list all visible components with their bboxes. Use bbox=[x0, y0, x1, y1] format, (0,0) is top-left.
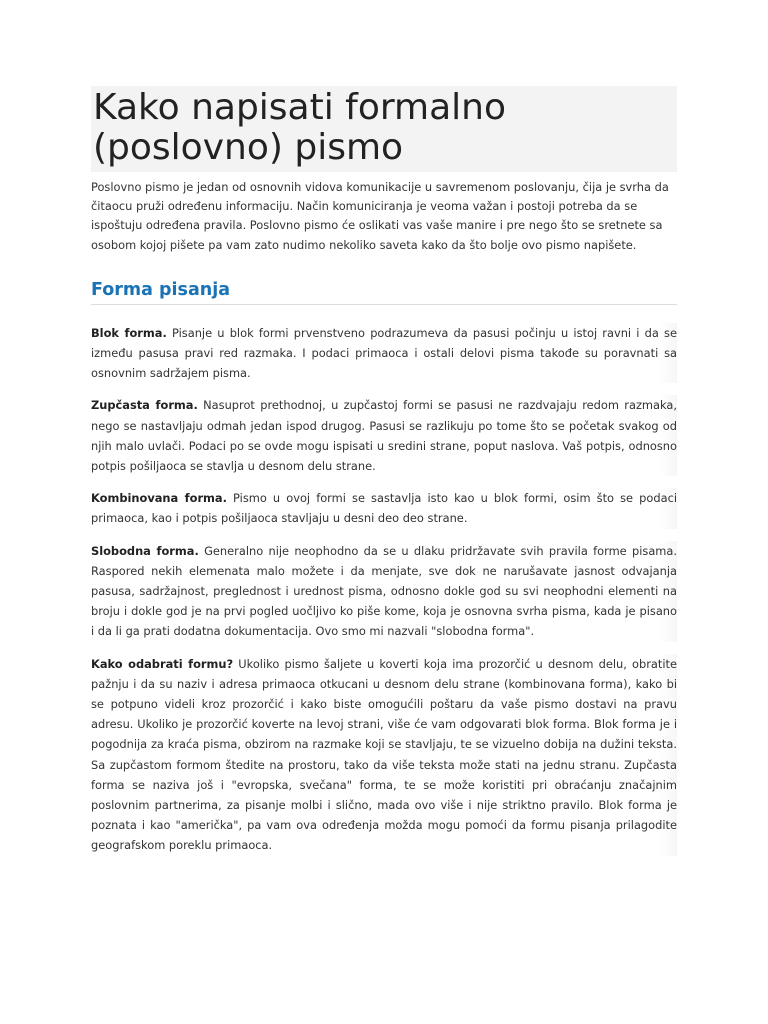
title-box bbox=[91, 86, 677, 172]
intro-paragraph: Poslovno pismo je jedan od osnovnih vidova komunikacije u savremenom poslovanju, čija je svrha da čitaocu pruži određenu informaciju. Način komuniciranja je veoma važan i postoji potreba da se ispoštuju određena pravila. Poslovno pismo će oslikati vas vaše manire i pre nego što se sretnete sa osobom kojoj pišete pa vam zato nudimo nekoliko saveta kako da što bolje ovo pismo napišete. bbox=[91, 180, 669, 252]
paragraph-text: Ukoliko pismo šaljete u koverti koja ima prozorčić u desnom delu, obratite pažnju i da su naziv i adresa primaoca otkucani u desnom delu strane (kombinovana forma), kako bi se potpuno videli kroz prozorčić i kako biste omogućili poštaru da vaše pismo dostavi na pravu adresu. Ukoliko je prozorčić koverte na levoj strani, više će vam odgovarati blok forma. Blok forma je i pogodnija za kraća pisma, obzirom na razmake koji se stavljaju, te se vizuelno dobija na dužini teksta. Sa zupčastom formom štedite na prostoru, tako da više teksta može stati na jednu stranu. Zupčasta forma se naziva još i "evropska, svečana" forma, te se može koristiti pri obraćanju značajnim poslovnim partnerima, za pisanje molbi i slično, mada ovo više i nije striktno pravilo. Blok forma je poznata i kao "američka", pa vam ova određenja možda mogu pomoći da formu pisanja prilagodite geografskom poreklu primaoca. bbox=[91, 656, 677, 853]
document-page bbox=[91, 86, 677, 868]
paragraph-term: Kako odabrati formu? bbox=[91, 656, 234, 671]
paragraph-kako-odabrati bbox=[91, 654, 677, 856]
paragraph-kombinovana-forma bbox=[91, 488, 677, 528]
paragraph-slobodna-forma bbox=[91, 541, 677, 642]
paragraph-text: Pisanje u blok formi prvenstveno podrazumeva da pasusi počinju u istoj ravni i da se između pasusa pravi red razmaka. I podaci primaoca i ostali delovi pisma takođe su poravnati sa osnovnim sadržajem pisma. bbox=[91, 325, 677, 381]
page-title: Kako napisati formalno (poslovno) pismo bbox=[93, 87, 507, 168]
section-heading: Forma pisanja bbox=[91, 279, 677, 305]
paragraph-term: Blok forma. bbox=[91, 325, 167, 340]
paragraph-term: Kombinovana forma. bbox=[91, 491, 227, 506]
paragraph-text: Generalno nije neophodno da se u dlaku pridržavate svih pravila forme pisama. Raspored nekih elemenata malo možete i da menjate, sve dok ne narušavate jasnost odvajanja pasusa, sadržajnost, preglednost i urednost pisma, odnosno dokle god su svi neophodni elementi na broju i dokle god je na prvi pogled uočljivo ko piše kome, koja je osnovna svrha pisma, kada je pisano i da li ga prati dodatna dokumentacija. Ovo smo mi nazvali "slobodna forma". bbox=[91, 543, 677, 639]
paragraph-term: Slobodna forma. bbox=[91, 543, 199, 558]
paragraph-text: Pismo u ovoj formi se sastavlja isto kao u blok formi, osim što se podaci primaoca, kao i potpis pošiljaoca stavljaju u desni deo deo strane. bbox=[91, 491, 677, 526]
paragraph-term: Zupčasta forma. bbox=[91, 398, 198, 413]
paragraph-list bbox=[91, 323, 677, 856]
paragraph-blok-forma bbox=[91, 323, 677, 384]
paragraph-zupcasta-forma bbox=[91, 395, 677, 476]
paragraph-text: Nasuprot prethodnoj, u zupčastoj formi se pasusi ne razdvajaju redom razmaka, nego se nastavljaju odmah jedan ispod drugog. Pasusi se razlikuju po tome što se početak svakog od njih malo uvlači. Podaci po se ovde mogu ispisati u sredini strane, poput naslova. Vaš potpis, odnosno potpis pošiljaoca se stavlja u desnom delu strane. bbox=[91, 398, 677, 474]
